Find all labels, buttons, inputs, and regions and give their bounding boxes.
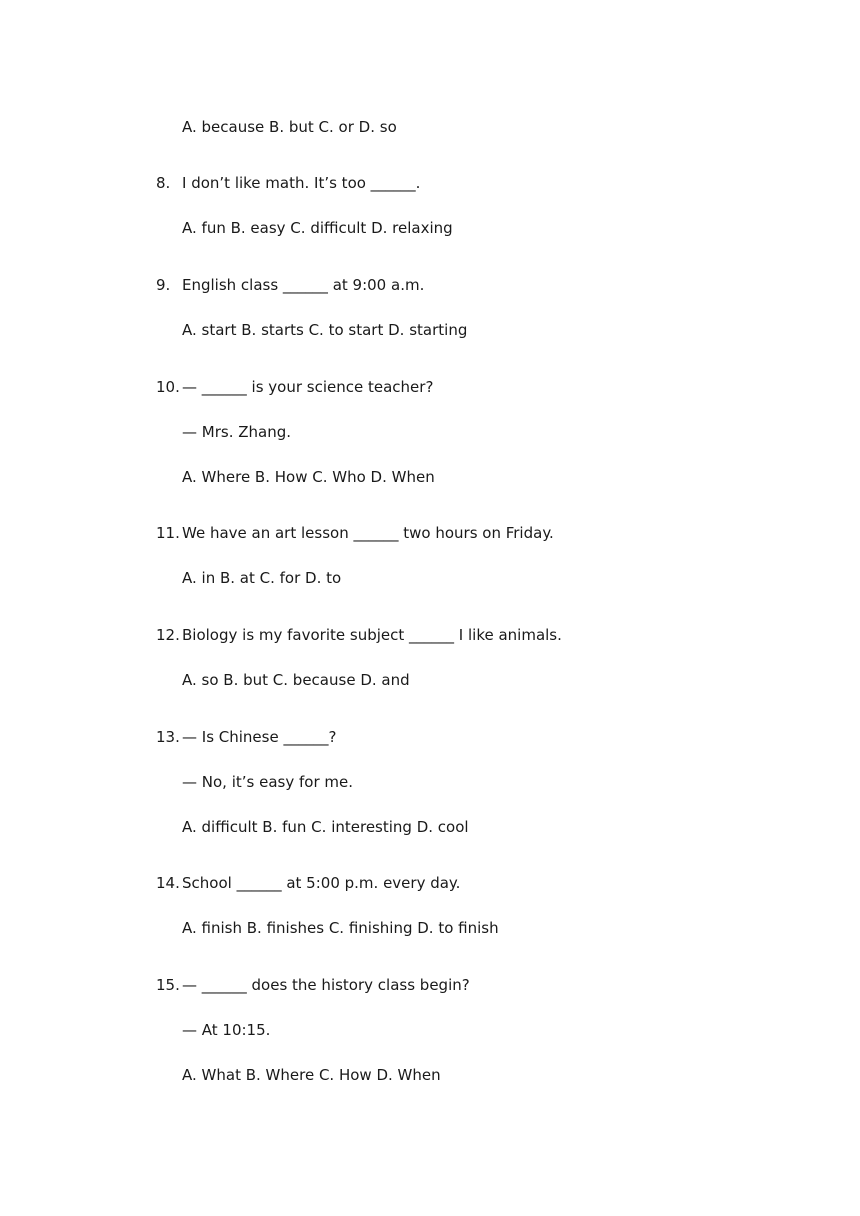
question-number: 12. (156, 626, 180, 644)
answer-options: A. because B. but C. or D. so (182, 118, 397, 136)
question-number: 10. (156, 378, 180, 396)
answer-options: A. fun B. easy C. difficult D. relaxing (182, 219, 453, 237)
answer-options: A. What B. Where C. How D. When (182, 1066, 441, 1084)
answer-options: A. difficult B. fun C. interesting D. cool (182, 818, 469, 836)
question-number: 14. (156, 874, 180, 892)
question-text: I don’t like math. It’s too ______. (182, 174, 421, 192)
question-text: — Is Chinese ______? (182, 728, 337, 746)
question-number: 11. (156, 524, 180, 542)
question-number: 15. (156, 976, 180, 994)
question-text: — ______ is your science teacher? (182, 378, 434, 396)
answer-options: A. in B. at C. for D. to (182, 569, 342, 587)
question-text: English class ______ at 9:00 a.m. (182, 276, 425, 294)
answer-options: A. Where B. How C. Who D. When (182, 468, 435, 486)
question-text: School ______ at 5:00 p.m. every day. (182, 874, 461, 892)
answer-options: A. so B. but C. because D. and (182, 671, 410, 689)
question-number: 8. (156, 174, 171, 192)
answer-options: A. finish B. finishes C. finishing D. to finish (182, 919, 499, 937)
dialogue-reply: — No, it’s easy for me. (182, 773, 353, 791)
answer-options: A. start B. starts C. to start D. starting (182, 321, 468, 339)
question-text: Biology is my favorite subject ______ I like animals. (182, 626, 562, 644)
question-text: We have an art lesson ______ two hours on Friday. (182, 524, 554, 542)
dialogue-reply: — Mrs. Zhang. (182, 423, 291, 441)
dialogue-reply: — At 10:15. (182, 1021, 271, 1039)
question-text: — ______ does the history class begin? (182, 976, 470, 994)
question-number: 9. (156, 276, 171, 294)
question-number: 13. (156, 728, 180, 746)
